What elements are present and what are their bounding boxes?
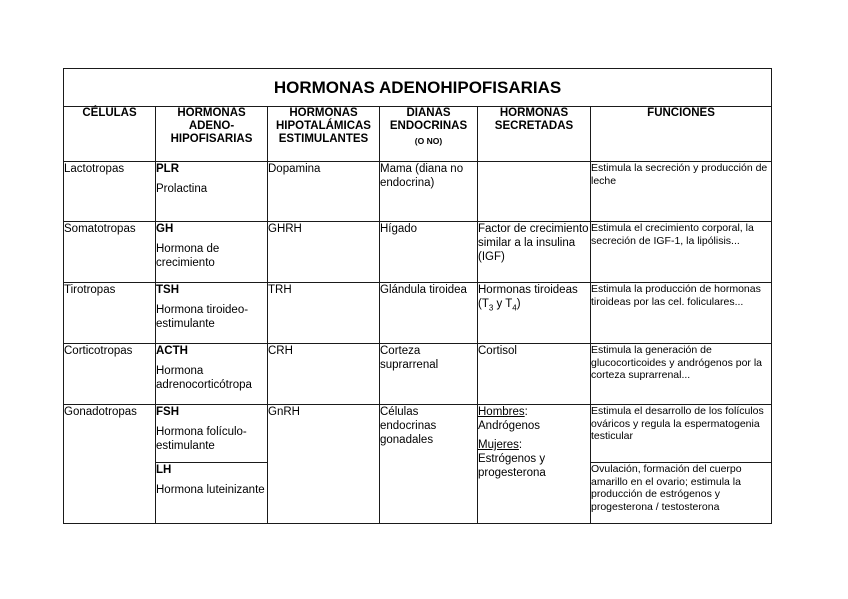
adeno-hormone	[156, 283, 268, 344]
header-cells: CÉLULAS	[64, 107, 156, 162]
function: Estimula el crecimiento corporal, la secreción de IGF-1, la lipólisis...	[591, 222, 772, 283]
secreted-women-label: Mujeres	[478, 439, 519, 451]
cell-type: Tirotropas	[64, 283, 156, 344]
hormone-name: Hormona adrenocorticótropa	[156, 365, 252, 391]
function: Estimula la producción de hormonas tiroideas por las cel. foliculares...	[591, 283, 772, 344]
releasing-hormone: GHRH	[268, 222, 380, 283]
secreted-men: Andrógenos	[478, 420, 541, 432]
function: Ovulación, formación del cuerpo amarillo en el ovario; estimula la producción de estrógenos y progesterona / testosterona	[591, 463, 772, 524]
cell-type: Lactotropas	[64, 162, 156, 222]
secreted: Cortisol	[478, 344, 591, 405]
header-dianas-l2: ENDOCRINAS	[389, 120, 468, 132]
header-secr-l2: SECRETADAS	[494, 120, 574, 132]
function: Estimula el desarrollo de los folículos ováricos y regula la espermatogenia testicular	[591, 405, 772, 463]
cell-type: Gonadotropas	[64, 405, 156, 524]
hormone-abbr: FSH	[156, 406, 179, 418]
function: Estimula la generación de glucocorticoides y andrógenos por la corteza suprarrenal...	[591, 344, 772, 405]
secreted-men-label: Hombres	[478, 406, 525, 418]
hormone-name: Hormona folículo-estimulante	[156, 426, 247, 452]
table-row	[64, 283, 772, 344]
secreted-post: )	[516, 298, 521, 310]
cell-type: Corticotropas	[64, 344, 156, 405]
secreted	[478, 162, 591, 222]
header-adeno-l2: ADENO-	[188, 120, 235, 132]
adeno-hormone	[156, 463, 268, 524]
hormone-abbr: ACTH	[156, 345, 188, 357]
hormone-name: Hormona luteinizante	[156, 484, 265, 496]
target: Células endocrinas gonadales	[380, 405, 478, 524]
header-hipot-l2: HIPOTALÁMICAS	[276, 120, 371, 132]
function: Estimula la secreción y producción de leche	[591, 162, 772, 222]
releasing-hormone: GnRH	[268, 405, 380, 524]
target: Glándula tiroidea	[380, 283, 478, 344]
header-funciones: FUNCIONES	[591, 107, 772, 162]
secreted-women: Estrógenos y progesterona	[478, 453, 546, 479]
adeno-hormone	[156, 405, 268, 463]
hormone-abbr: TSH	[156, 284, 179, 296]
target: Mama (diana no endocrina)	[380, 162, 478, 222]
hormone-abbr: LH	[156, 464, 172, 476]
table-row	[64, 344, 772, 405]
releasing-hormone: TRH	[268, 283, 380, 344]
header-dianas-sub: (O NO)	[414, 136, 443, 146]
header-secretadas	[478, 107, 591, 162]
secreted: Factor de crecimiento similar a la insulina (IGF)	[478, 222, 591, 283]
hormone-abbr: GH	[156, 223, 174, 235]
target: Hígado	[380, 222, 478, 283]
header-hipotalamicas	[268, 107, 380, 162]
adeno-hormone	[156, 344, 268, 405]
header-dianas	[380, 107, 478, 162]
target: Corteza suprarrenal	[380, 344, 478, 405]
secreted: Hombres: Andrógenos Mujeres: Estrógenos y progesterona	[478, 405, 591, 524]
adeno-hormone	[156, 222, 268, 283]
header-dianas-l1: DIANAS	[406, 107, 451, 119]
secreted-sub-3: 3	[488, 303, 494, 313]
header-adeno	[156, 107, 268, 162]
table-row	[64, 222, 772, 283]
table-row	[64, 162, 772, 222]
releasing-hormone: Dopamina	[268, 162, 380, 222]
secreted-mid: y T	[493, 298, 513, 310]
secreted	[478, 283, 591, 344]
adeno-hormone	[156, 162, 268, 222]
header-hipot-l1: HORMONAS	[289, 107, 358, 119]
releasing-hormone: CRH	[268, 344, 380, 405]
table-title: HORMONAS ADENOHIPOFISARIAS	[64, 69, 772, 107]
header-adeno-l1: HORMONAS	[177, 107, 246, 119]
hormone-abbr: PLR	[156, 163, 179, 175]
hormone-name: Prolactina	[156, 183, 208, 195]
hormones-table	[63, 68, 772, 524]
hormone-name: Hormona tiroideo-estimulante	[156, 304, 249, 330]
header-hipot-l3: ESTIMULANTES	[278, 133, 369, 145]
header-row	[64, 107, 772, 162]
table-row	[64, 405, 772, 463]
secreted-pre: Hormonas tiroideas (T	[478, 284, 578, 310]
hormone-name: Hormona de crecimiento	[156, 243, 220, 269]
secreted-sub-4: 4	[512, 303, 517, 313]
cell-type: Somatotropas	[64, 222, 156, 283]
header-adeno-l3: HIPOFISARIAS	[170, 133, 253, 145]
header-secr-l1: HORMONAS	[499, 107, 569, 119]
